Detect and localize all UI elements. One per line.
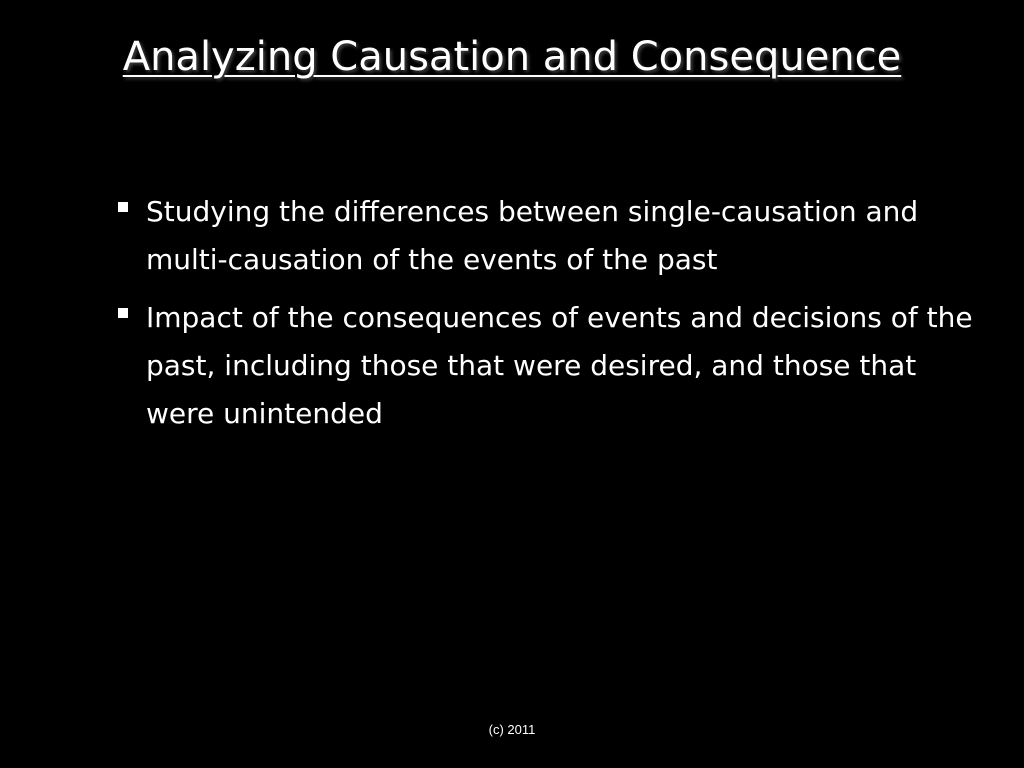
- slide-title: Analyzing Causation and Consequence: [122, 34, 902, 80]
- bullet-text: Impact of the consequences of events and decisions of the past, including those that were desired, and those that were unintended: [146, 301, 973, 430]
- footer-copyright: (c) 2011: [488, 722, 536, 737]
- square-bullet-icon: [118, 308, 128, 318]
- bullet-item: [114, 188, 974, 284]
- bullet-item: [114, 294, 974, 438]
- bullet-text: Studying the differences between single-causation and multi-causation of the events of the past: [146, 195, 919, 276]
- square-bullet-icon: [118, 202, 128, 212]
- bullet-list: [114, 188, 974, 448]
